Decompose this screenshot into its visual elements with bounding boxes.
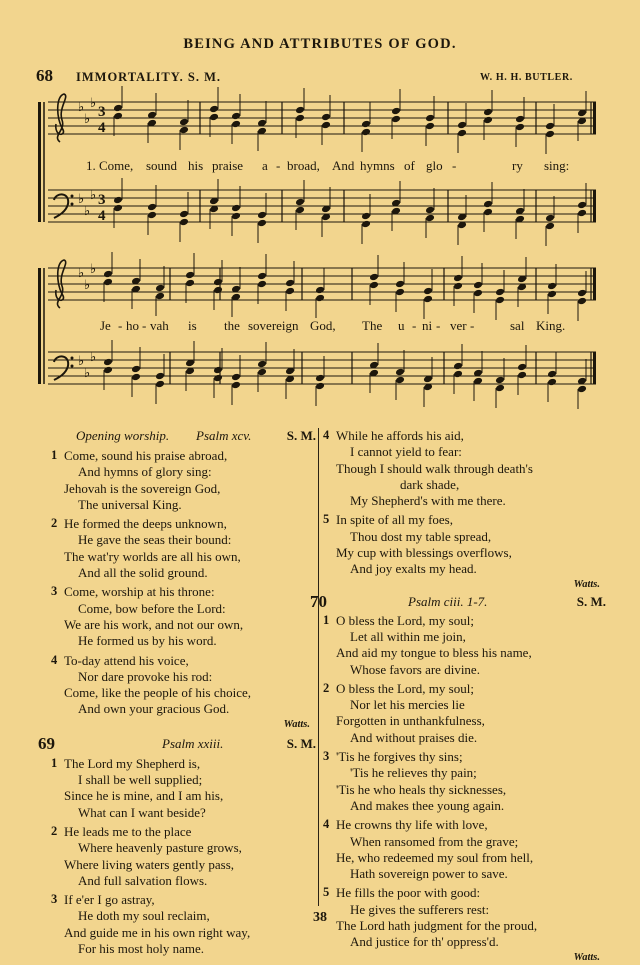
system-brace: [38, 102, 41, 222]
verse-line: O bless the Lord, my soul;: [336, 612, 474, 628]
note-head: [425, 114, 435, 123]
note-head: [257, 272, 267, 281]
column-divider: [318, 428, 319, 906]
stanza-number: 2: [51, 516, 58, 531]
lyric-syllable: of: [404, 158, 415, 173]
lyric-syllable: King.: [536, 318, 566, 333]
verse-line: 'Tis he forgives thy sins;: [336, 749, 463, 765]
note-head: [231, 373, 241, 382]
verse-line: I cannot yield to fear:: [350, 444, 462, 460]
note-head: [257, 219, 267, 228]
note-head: [577, 297, 587, 306]
lyric-syllable: a: [262, 158, 268, 173]
lyric-syllable: ni: [422, 318, 433, 333]
music-score: [0, 0, 640, 430]
note-head: [231, 212, 241, 221]
note-head: [395, 376, 405, 385]
lyric-syllable: ry: [512, 158, 523, 173]
note-head: [425, 214, 435, 223]
verse-line: He formed the deeps unknown,: [64, 516, 227, 532]
verse-line: In spite of all my foes,: [336, 512, 453, 528]
verse-line: He leads me to the place: [64, 823, 192, 839]
note-head: [361, 220, 371, 229]
note-head: [315, 286, 325, 295]
note-head: [515, 123, 525, 132]
verse-line: Hath sovereign power to save.: [350, 866, 508, 882]
bass-clef: [71, 195, 74, 198]
verse-line: The wat'ry worlds are all his own,: [64, 548, 241, 564]
verse-line: He, who redeemed my soul from hell,: [336, 849, 534, 865]
hymn-number: 70: [310, 591, 327, 611]
lyric-syllable: -: [142, 318, 147, 333]
note-head: [423, 287, 433, 296]
verse-line: Let all within me join,: [350, 628, 466, 644]
lyric-syllable: is: [188, 318, 197, 333]
verse-line: Come, sound his praise abroad,: [64, 448, 228, 463]
note-head: [315, 382, 325, 391]
note-head: [453, 274, 463, 283]
stanza-number: 5: [323, 512, 330, 527]
verse-line: Where living waters gently pass,: [64, 856, 235, 872]
note-head: [321, 113, 331, 122]
note-head: [391, 115, 401, 124]
key-flat: ♭: [78, 100, 85, 115]
system-brace: [38, 268, 41, 384]
note-head: [213, 366, 223, 375]
stanza: [51, 823, 316, 889]
note-head: [577, 201, 587, 210]
note-head: [131, 373, 141, 382]
note-head: [547, 378, 557, 387]
verse-line: And guide me in his own right way,: [64, 924, 251, 940]
time-signature: 4: [98, 120, 106, 136]
note-head: [231, 112, 241, 121]
lyric-syllable: ho: [126, 318, 139, 333]
verse-line: Where heavenly pasture grows,: [78, 840, 242, 856]
note-head: [395, 280, 405, 289]
author: Watts.: [573, 578, 600, 590]
final-barline: [593, 268, 596, 300]
verse-line: My Shepherd's with me there.: [350, 493, 506, 509]
note-head: [155, 284, 165, 293]
note-head: [545, 214, 555, 223]
lyric-syllable: ver: [450, 318, 467, 333]
meter: S. M.: [576, 593, 606, 609]
key-flat: ♭: [84, 278, 91, 293]
note-head: [103, 278, 113, 287]
bass-clef: [71, 365, 74, 368]
verse-line: The Lord hath judgment for the proud,: [336, 918, 538, 934]
hymn-heading: [310, 591, 606, 612]
hymn-heading: [64, 428, 316, 446]
note-head: [453, 282, 463, 291]
verse-line: And aid my tongue to bless his name,: [336, 645, 532, 661]
note-head: [495, 384, 505, 393]
tune-number: 68: [36, 66, 53, 85]
verse-line: 'Tis he relieves thy pain;: [350, 765, 477, 781]
hymn-number: 69: [38, 733, 55, 753]
final-barline: [593, 102, 596, 134]
note-head: [577, 289, 587, 298]
verse-line: Nor let his mercies lie: [350, 697, 465, 713]
note-head: [213, 286, 223, 295]
lyric-syllable: praise: [212, 158, 244, 173]
verse-line: He gave the seas their bound:: [78, 532, 232, 548]
note-head: [103, 270, 113, 279]
note-head: [453, 370, 463, 379]
note-head: [577, 385, 587, 394]
meter: S. M.: [286, 428, 316, 443]
note-head: [547, 282, 557, 291]
time-signature: 3: [98, 104, 106, 120]
note-head: [495, 296, 505, 305]
hymn-heading: [38, 733, 316, 754]
note-head: [113, 196, 123, 205]
author: Watts.: [573, 951, 600, 963]
bass-clef: [71, 203, 74, 206]
lyric-syllable: sing:: [544, 158, 570, 173]
verse-line: While he affords his aid,: [336, 428, 464, 443]
psalm-ref: Psalm xxiii.: [162, 735, 224, 751]
lyric-syllable: The: [362, 318, 383, 333]
note-head: [369, 281, 379, 290]
final-barline: [593, 352, 596, 384]
stanza-number: 2: [323, 680, 330, 695]
note-head: [473, 289, 483, 298]
key-flat: ♭: [78, 354, 85, 369]
note-head: [473, 281, 483, 290]
note-head: [155, 292, 165, 301]
lyric-syllable: sal: [510, 318, 525, 333]
verse-line: He gives the sufferers rest:: [350, 901, 490, 917]
note-head: [315, 374, 325, 383]
lyric-syllable: -: [436, 318, 441, 333]
lyric-syllable: the: [224, 318, 240, 333]
verse-line: And own your gracious God.: [78, 701, 230, 717]
note-head: [545, 222, 555, 231]
note-head: [517, 363, 527, 372]
stanza: [323, 680, 606, 746]
verse-line: For his most holy name.: [78, 941, 205, 957]
verse-line: The Lord my Shepherd is,: [64, 755, 201, 771]
stanza: [323, 428, 606, 509]
stanza-number: 3: [51, 892, 58, 907]
lyric-syllable: vah: [150, 318, 169, 333]
note-head: [131, 365, 141, 374]
note-head: [295, 106, 305, 115]
stanza: [51, 516, 316, 581]
verse-line: If e'er I go astray,: [64, 892, 155, 908]
verse-line: To-day attend his voice,: [64, 652, 189, 668]
staff-system-1-bass: [48, 178, 596, 246]
stanza: [323, 817, 606, 882]
key-flat: ♭: [84, 112, 91, 127]
note-head: [361, 128, 371, 137]
note-head: [257, 368, 267, 377]
note-head: [179, 118, 189, 127]
note-head: [213, 374, 223, 383]
verse-line: Though I should walk through death's: [336, 460, 533, 476]
verse-line: And hymns of glory sing:: [78, 464, 212, 480]
note-head: [361, 212, 371, 221]
note-head: [209, 105, 219, 114]
verse-line: O bless the Lord, my soul;: [336, 680, 474, 696]
verse-line: What can I want beside?: [78, 804, 206, 820]
verse-line: And without praises die.: [350, 729, 478, 745]
stanza-number: 1: [51, 755, 58, 770]
verse-line: And full salvation flows.: [78, 872, 208, 888]
note-head: [231, 381, 241, 390]
verse-line: Jehovah is the sovereign God,: [64, 480, 221, 496]
note-head: [395, 288, 405, 297]
note-head: [179, 210, 189, 219]
note-head: [315, 294, 325, 303]
stanza: [51, 652, 316, 718]
stanza-number: 1: [323, 612, 330, 627]
note-head: [545, 122, 555, 131]
note-head: [103, 366, 113, 375]
note-head: [231, 120, 241, 129]
lyric-syllable: -: [452, 158, 457, 173]
note-head: [295, 198, 305, 207]
note-head: [423, 295, 433, 304]
note-head: [321, 121, 331, 130]
key-flat: ♭: [78, 266, 85, 281]
bass-clef: [71, 357, 74, 360]
note-head: [113, 112, 123, 121]
verse-line: When ransomed from the grave;: [350, 833, 519, 849]
note-head: [483, 200, 493, 209]
key-flat: ♭: [90, 262, 97, 277]
verse-line: 'Tis he who heals thy sicknesses,: [336, 781, 507, 797]
note-head: [483, 208, 493, 217]
stanza-number: 3: [323, 749, 330, 764]
verse-line: Whose favors are divine.: [350, 661, 480, 677]
note-head: [295, 206, 305, 215]
stanza-number: 5: [323, 885, 330, 900]
note-head: [179, 126, 189, 135]
lyric-syllable: Je: [100, 318, 111, 333]
note-head: [457, 129, 467, 138]
stanza: [323, 612, 606, 678]
note-head: [231, 204, 241, 213]
hymn-68-text: [38, 428, 316, 957]
note-head: [103, 358, 113, 367]
occasion: Opening worship.: [76, 428, 170, 443]
verse-line: He formed us by his word.: [78, 633, 217, 649]
note-head: [545, 130, 555, 139]
verse-line: And all the solid ground.: [78, 565, 208, 581]
key-flat: ♭: [90, 350, 97, 365]
key-flat: ♭: [90, 188, 97, 203]
page-header: BEING AND ATTRIBUTES OF GOD.: [183, 36, 457, 52]
verse-line: He fills the poor with good:: [336, 885, 481, 901]
note-head: [213, 278, 223, 287]
lyric-syllable: And: [332, 158, 355, 173]
note-head: [547, 370, 557, 379]
psalm-ref: Psalm ciii. 1-7.: [408, 593, 488, 609]
stanza: [51, 755, 316, 821]
note-head: [577, 209, 587, 218]
tune-title: IMMORTALITY. S. M.: [76, 70, 222, 84]
psalm-ref: Psalm xcv.: [196, 428, 252, 443]
verse-line: We are his work, and not our own,: [64, 616, 244, 632]
key-flat: ♭: [84, 366, 91, 381]
stanza: [51, 448, 316, 513]
note-head: [495, 288, 505, 297]
staff-system-1-treble: [38, 86, 596, 222]
verse-line: He crowns thy life with love,: [336, 817, 488, 833]
lyric-syllable: glo: [426, 158, 443, 173]
note-head: [285, 279, 295, 288]
note-head: [425, 206, 435, 215]
lyric-syllable: sovereign: [248, 318, 299, 333]
composer: W. H. H. BUTLER.: [480, 72, 573, 83]
lyric-syllable: God,: [310, 318, 336, 333]
stanza: [323, 749, 606, 814]
key-flat: ♭: [84, 204, 91, 219]
note-head: [295, 114, 305, 123]
lyric-syllable: u: [398, 318, 405, 333]
verse-line: The universal King.: [78, 496, 182, 512]
verse-line: Forgotten in unthankfulness,: [336, 713, 485, 729]
lyric-syllable: broad,: [287, 158, 320, 173]
note-head: [179, 218, 189, 227]
meter: S. M.: [286, 735, 316, 751]
note-head: [425, 122, 435, 131]
verse-line: Come, bow before the Lord:: [78, 600, 226, 616]
verse-line: Nor dare provoke his rod:: [78, 668, 213, 684]
note-head: [395, 368, 405, 377]
staff-system-2-bass: [48, 340, 596, 409]
note-head: [457, 121, 467, 130]
lyric-syllable: sound: [146, 158, 178, 173]
verse-line: Come, like the people of his choice,: [64, 685, 252, 701]
note-head: [185, 279, 195, 288]
verse-line: Come, worship at his throne:: [64, 584, 215, 600]
time-signature: 4: [98, 208, 106, 224]
stanza-number: 4: [51, 652, 58, 667]
note-head: [391, 107, 401, 116]
verse-line: And joy exalts my head.: [350, 561, 477, 577]
lyric-syllable: -: [470, 318, 475, 333]
key-flat: ♭: [90, 96, 97, 111]
note-head: [515, 115, 525, 124]
time-signature: 3: [98, 192, 106, 208]
verse-line: And makes thee young again.: [350, 797, 505, 813]
note-head: [285, 287, 295, 296]
note-head: [257, 360, 267, 369]
stanza-number: 3: [51, 584, 58, 599]
note-head: [495, 376, 505, 385]
note-head: [483, 116, 493, 125]
verse-line: Since he is mine, and I am his,: [64, 788, 224, 804]
key-flat: ♭: [78, 192, 85, 207]
stanza: [51, 584, 316, 649]
lyric-syllable: 1. Come,: [86, 158, 134, 173]
stanza: [323, 512, 606, 577]
verse-line: My cup with blessings overflows,: [336, 545, 512, 561]
stanza-number: 4: [323, 817, 330, 832]
note-head: [483, 108, 493, 117]
note-head: [155, 372, 165, 381]
note-head: [257, 280, 267, 289]
note-head: [369, 273, 379, 282]
note-head: [113, 104, 123, 113]
note-head: [453, 362, 463, 371]
verse-line: dark shade,: [400, 476, 460, 492]
stanza-number: 2: [51, 823, 58, 838]
verse-line: And justice for th' oppress'd.: [350, 934, 499, 950]
final-barline: [593, 190, 596, 222]
note-head: [185, 271, 195, 280]
note-head: [547, 290, 557, 299]
lyric-syllable: -: [276, 158, 281, 173]
lyric-syllable: hymns: [360, 158, 395, 173]
lyric-syllable: his: [188, 158, 204, 173]
note-head: [361, 120, 371, 129]
verse-line: I shall be well supplied;: [78, 772, 203, 788]
stanza-number: 4: [323, 428, 330, 442]
verse-line: Thou dost my table spread,: [350, 528, 492, 544]
note-head: [517, 371, 527, 380]
note-head: [257, 211, 267, 220]
note-head: [209, 113, 219, 122]
note-head: [147, 211, 157, 220]
lyric-syllable: -: [118, 318, 123, 333]
verse-line: He doth my soul reclaim,: [78, 908, 210, 924]
note-head: [155, 380, 165, 389]
lyric-syllable: -: [412, 318, 417, 333]
note-head: [113, 204, 123, 213]
note-head: [147, 203, 157, 212]
page-number: 38: [313, 910, 327, 925]
author: Watts.: [283, 718, 310, 730]
stanza-number: 1: [51, 448, 58, 462]
